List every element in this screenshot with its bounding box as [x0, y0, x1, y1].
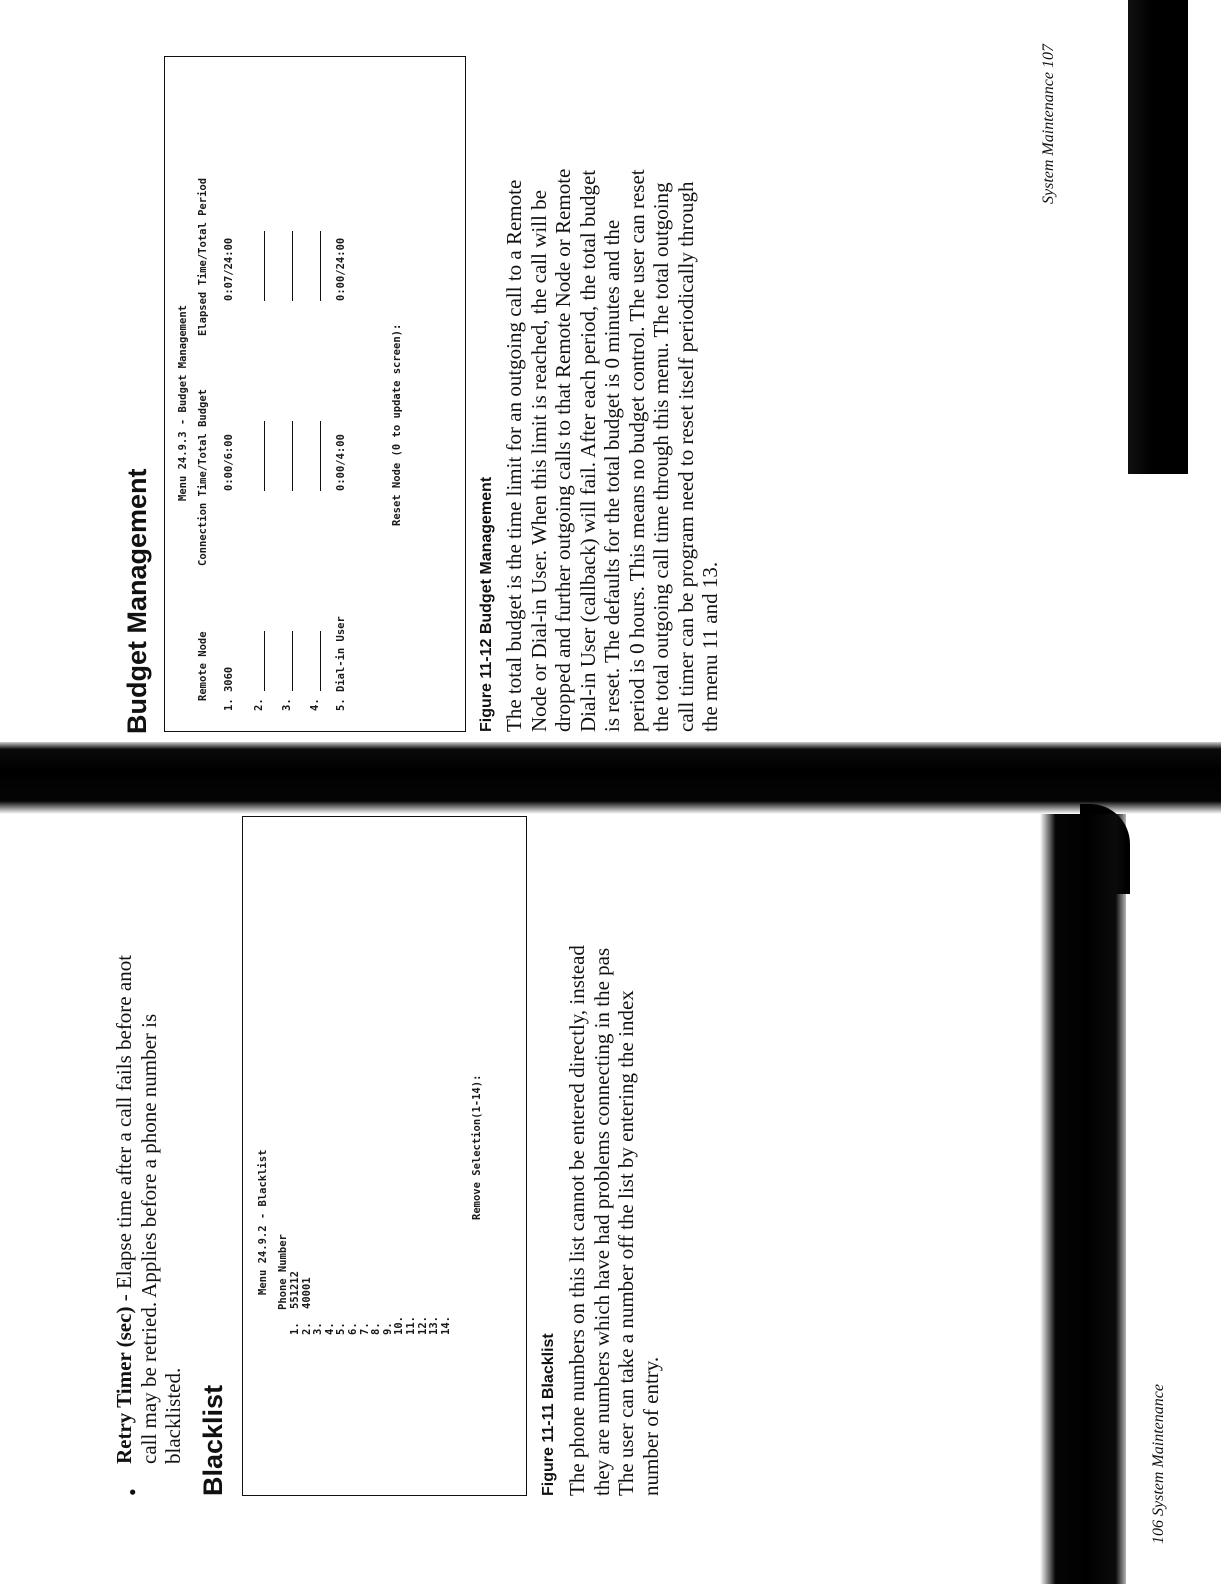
- blacklist-caption: Figure 11-11 Blacklist: [540, 1333, 557, 1496]
- budget-body-line: Dial-in User (callback) will fail. After each period, the total budget: [575, 169, 600, 732]
- budget-row-elapsed-blank: [275, 231, 293, 301]
- retry-timer-term: Retry Timer (sec): [112, 1306, 136, 1464]
- blacklist-entry: [359, 1309, 371, 1335]
- blacklist-entry: [382, 1309, 394, 1335]
- budget-row-elapsed-blank: [303, 231, 321, 301]
- bottom-scan-shadow: [1040, 814, 1126, 1584]
- right-page-footer: System Maintenance 107: [1040, 44, 1057, 204]
- budget-body-line: Node or Dial-in User. When this limit is reached, the call will be: [526, 190, 551, 732]
- budget-body-line: call timer can be program need to reset itself periodically through: [673, 181, 698, 732]
- blacklist-entry-index: 8.: [370, 1322, 383, 1335]
- blacklist-entry: [324, 1309, 336, 1335]
- blacklist-entry-index: 6.: [347, 1322, 359, 1335]
- blacklist-entry: [393, 1309, 405, 1335]
- budget-row-budget-blank: [275, 421, 293, 491]
- blacklist-entry-index: 2.: [300, 1322, 313, 1335]
- budget-header-node: Remote Node: [197, 631, 209, 701]
- budget-row-budget-blank: [247, 421, 265, 491]
- blacklist-body-line: The phone numbers on this list cannot be entered directly, instead: [565, 945, 589, 1496]
- blacklist-body-line: they are numbers which have had problems connecting in the pas: [589, 947, 614, 1496]
- budget-row-node: 4.: [309, 698, 321, 711]
- blacklist-entry-index: 13.: [428, 1316, 441, 1335]
- blacklist-entry-index: 9.: [381, 1322, 394, 1335]
- budget-header-connection: Connection Time/Total Budget: [197, 388, 209, 566]
- blacklist-entry: [428, 1309, 440, 1335]
- retry-timer-line3: blacklisted.: [161, 1367, 185, 1464]
- blacklist-entry: [370, 1309, 382, 1335]
- budget-row-node: 1. 3060: [223, 666, 235, 711]
- budget-body-line: period is 0 hours. This means no budget control. The user can reset: [624, 169, 649, 732]
- blacklist-entry: [335, 1309, 347, 1335]
- left-page-footer: 106 System Maintenance: [1150, 1384, 1167, 1544]
- blacklist-entry: [301, 1277, 313, 1335]
- blacklist-screen: [242, 816, 527, 1496]
- binding-shadow: [0, 742, 1221, 814]
- budget-body-line: the menu 11 and 13.: [698, 561, 722, 732]
- blacklist-entry: [347, 1309, 359, 1335]
- blacklist-entry-index: 4.: [323, 1322, 336, 1335]
- budget-body-line: The total budget is the time limit for an outgoing call to a Remote: [502, 179, 526, 732]
- blacklist-entry-index: 7.: [358, 1322, 371, 1335]
- retry-timer-line2: call may be retried. Applies before a phone number is: [136, 1013, 161, 1464]
- blacklist-prompt: Remove Selection(1-14):: [471, 1074, 483, 1220]
- bullet-marker: •: [120, 1488, 145, 1496]
- budget-row-budget-blank: [303, 421, 321, 491]
- budget-row-elapsed: 0:07/24:00: [223, 237, 235, 301]
- budget-row-node-blank: [247, 631, 265, 691]
- right-edge-scan-shadow: [1128, 0, 1188, 474]
- blacklist-column-header: Phone Number: [277, 1234, 289, 1310]
- blacklist-screen-title: Menu 24.9.2 - Blacklist: [257, 1149, 269, 1295]
- budget-row-budget: 0:00/6:00: [223, 434, 235, 491]
- budget-row-budget: 0:00/4:00: [335, 434, 347, 491]
- budget-heading: Budget Management: [122, 468, 152, 734]
- budget-body-line: dropped and further outgoing calls to that Remote Node or Remote: [551, 168, 575, 732]
- budget-row-node: 5. Dial-in User: [335, 616, 347, 711]
- blacklist-entry: [405, 1309, 417, 1335]
- blacklist-heading: Blacklist: [198, 1384, 228, 1496]
- retry-timer-paragraph: [112, 804, 186, 1464]
- budget-screen: [164, 56, 466, 732]
- budget-caption: Figure 11-12 Budget Management: [478, 476, 495, 732]
- budget-body-line: the total outgoing call time through this menu. The total outgoing: [649, 182, 673, 732]
- blacklist-body: [565, 796, 663, 1496]
- blacklist-entry-index: 10.: [393, 1316, 406, 1335]
- blacklist-entry: [312, 1309, 324, 1335]
- budget-row-elapsed-blank: [247, 231, 265, 301]
- blacklist-entry-index: 14.: [439, 1316, 452, 1335]
- budget-row-node: 3.: [281, 698, 293, 711]
- budget-screen-title: Menu 24.9.3 - Budget Management: [177, 305, 189, 501]
- budget-body: [502, 32, 723, 732]
- budget-prompt: Reset Node (0 to update screen):: [391, 323, 403, 526]
- budget-row-node: 2.: [253, 698, 265, 711]
- blacklist-body-line: The user can take a number off the list by entering the index: [614, 990, 638, 1496]
- budget-row-node-blank: [275, 631, 293, 691]
- blacklist-body-line: number of entry.: [638, 1356, 663, 1496]
- blacklist-entry-index: 12.: [416, 1316, 429, 1335]
- blacklist-entry-number: 551212: [289, 1271, 301, 1309]
- budget-header-elapsed: Elapsed Time/Total Period: [197, 177, 209, 336]
- blacklist-entry-index: 5.: [335, 1322, 348, 1335]
- blacklist-entry-number: 40001: [300, 1277, 313, 1309]
- budget-row-node-blank: [303, 631, 321, 691]
- blacklist-entry: [440, 1309, 452, 1335]
- retry-timer-line1: - Elapse time after a call fails before anot: [112, 954, 136, 1307]
- blacklist-entry-index: 3.: [312, 1322, 325, 1335]
- budget-body-line: is reset. The defaults for the total budget is 0 minutes and the: [600, 219, 624, 732]
- blacklist-entry: [289, 1271, 301, 1335]
- blacklist-entry-index: 1.: [289, 1322, 301, 1335]
- blacklist-entry-index: 11.: [405, 1316, 417, 1335]
- budget-row-elapsed: 0:00/24:00: [335, 237, 347, 301]
- blacklist-entry: [417, 1309, 429, 1335]
